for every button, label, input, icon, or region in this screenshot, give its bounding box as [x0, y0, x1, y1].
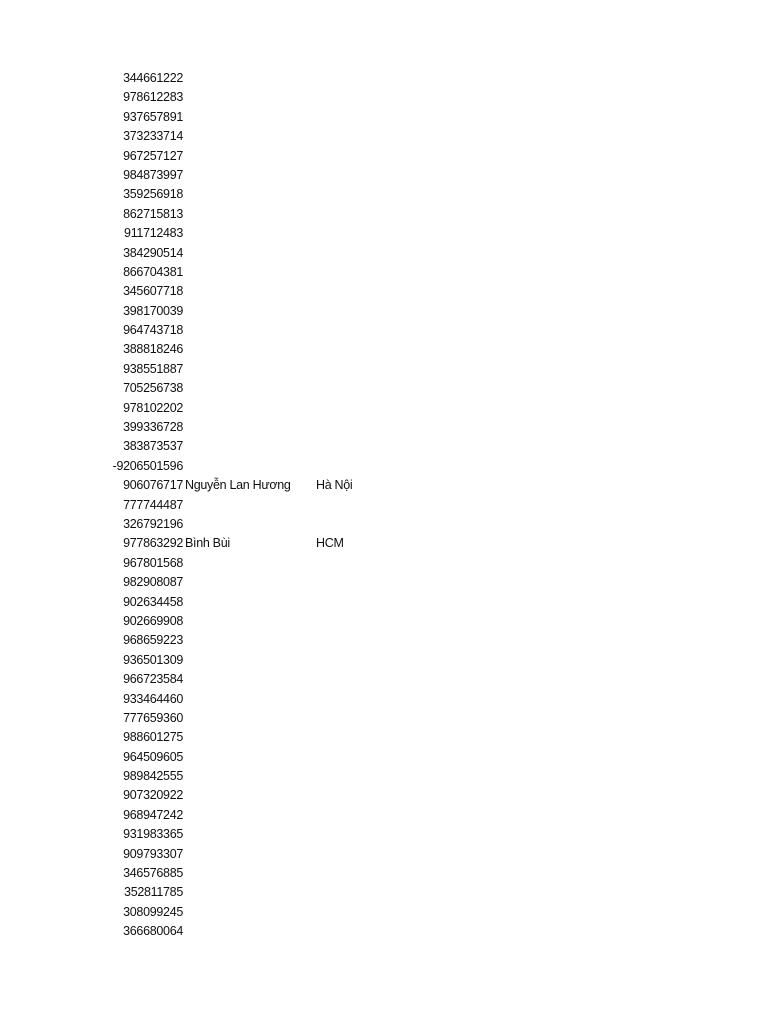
table-row	[0, 88, 768, 107]
table-row	[0, 593, 768, 612]
phone-number-cell: 359256918	[123, 187, 183, 202]
city-cell: HCM	[316, 536, 344, 551]
table-row	[0, 612, 768, 631]
table-row	[0, 476, 768, 495]
phone-number-cell: 911712483	[124, 226, 183, 241]
phone-number-cell: 862715813	[123, 206, 183, 221]
phone-number-cell: 352811785	[124, 885, 183, 900]
phone-number-cell: 968659223	[123, 633, 183, 648]
phone-number-cell: 966723584	[123, 672, 183, 687]
table-row	[0, 573, 768, 592]
table-row	[0, 244, 768, 263]
table-row	[0, 224, 768, 243]
table-row	[0, 806, 768, 825]
table-row	[0, 263, 768, 282]
table-row	[0, 205, 768, 224]
phone-number-cell: 383873537	[123, 439, 183, 454]
table-row	[0, 728, 768, 747]
table-row	[0, 127, 768, 146]
phone-number-cell: 777744487	[123, 497, 183, 512]
phone-number-cell: 344661222	[123, 71, 183, 85]
phone-number-cell: 373233714	[123, 129, 183, 144]
table-row	[0, 515, 768, 534]
phone-number-cell: 705256738	[123, 381, 183, 396]
phone-number-cell: 346576885	[123, 866, 183, 881]
phone-number-cell: 936501309	[123, 652, 183, 667]
phone-number-cell: 398170039	[123, 303, 183, 318]
phone-number-cell: 345607718	[123, 284, 183, 299]
phone-number-cell: 967801568	[123, 555, 183, 570]
table-row	[0, 651, 768, 670]
phone-number-cell: 326792196	[123, 516, 183, 531]
table-row	[0, 399, 768, 418]
table-row	[0, 767, 768, 786]
phone-number-cell: 978612283	[123, 90, 183, 105]
table-row	[0, 786, 768, 805]
table-row	[0, 360, 768, 379]
table-row	[0, 147, 768, 166]
table-row	[0, 670, 768, 689]
phone-number-cell: 388818246	[123, 342, 183, 357]
phone-number-cell: 933464460	[123, 691, 183, 706]
phone-number-cell: 907320922	[123, 788, 183, 803]
phone-number-cell: 938551887	[123, 361, 183, 376]
phone-number-cell: 968947242	[123, 807, 183, 822]
phone-number-cell: 902669908	[123, 613, 183, 628]
table-row	[0, 554, 768, 573]
phone-number-cell: 308099245	[123, 904, 183, 919]
phone-number-cell: 384290514	[123, 245, 183, 260]
table-row	[0, 845, 768, 864]
table-row	[0, 108, 768, 127]
city-cell: Hà Nội	[316, 478, 353, 493]
table-row	[0, 321, 768, 340]
phone-number-cell: 978102202	[123, 400, 183, 415]
table-row	[0, 825, 768, 844]
phone-number-cell: 399336728	[123, 420, 183, 435]
table-row	[0, 379, 768, 398]
table-row	[0, 302, 768, 321]
phone-number-cell: 366680064	[123, 924, 183, 939]
phone-number-cell: 967257127	[123, 148, 183, 163]
phone-number-cell: 964509605	[123, 749, 183, 764]
table-row	[0, 437, 768, 456]
phone-number-cell: 902634458	[123, 594, 183, 609]
phone-number-cell: 906076717	[123, 478, 183, 493]
phone-number-cell: 964743718	[123, 323, 183, 338]
phone-number-cell: 988601275	[123, 730, 183, 745]
spreadsheet-table	[0, 69, 768, 942]
table-row	[0, 883, 768, 902]
table-row	[0, 340, 768, 359]
table-row	[0, 864, 768, 883]
table-row	[0, 903, 768, 922]
table-row	[0, 457, 768, 476]
table-row	[0, 496, 768, 515]
phone-number-cell: 866704381	[123, 264, 183, 279]
phone-number-cell: 777659360	[123, 710, 183, 725]
phone-number-cell: -9206501596	[112, 458, 183, 473]
phone-number-cell: 909793307	[123, 846, 183, 861]
phone-number-cell: 977863292	[123, 536, 183, 551]
table-row	[0, 709, 768, 728]
phone-number-cell: 982908087	[123, 575, 183, 590]
name-cell: Nguyễn Lan Hương	[185, 478, 291, 493]
phone-number-cell: 984873997	[123, 167, 183, 182]
table-row	[0, 922, 768, 941]
table-row	[0, 748, 768, 767]
table-row	[0, 282, 768, 301]
table-row	[0, 166, 768, 185]
phone-number-cell: 937657891	[123, 109, 183, 124]
name-cell: Bình Bùi	[185, 536, 230, 551]
table-row	[0, 690, 768, 709]
phone-number-cell: 931983365	[123, 827, 183, 842]
table-row	[0, 69, 768, 88]
table-row	[0, 418, 768, 437]
phone-number-cell: 989842555	[123, 769, 183, 784]
table-row	[0, 185, 768, 204]
table-row	[0, 631, 768, 650]
table-row	[0, 534, 768, 553]
